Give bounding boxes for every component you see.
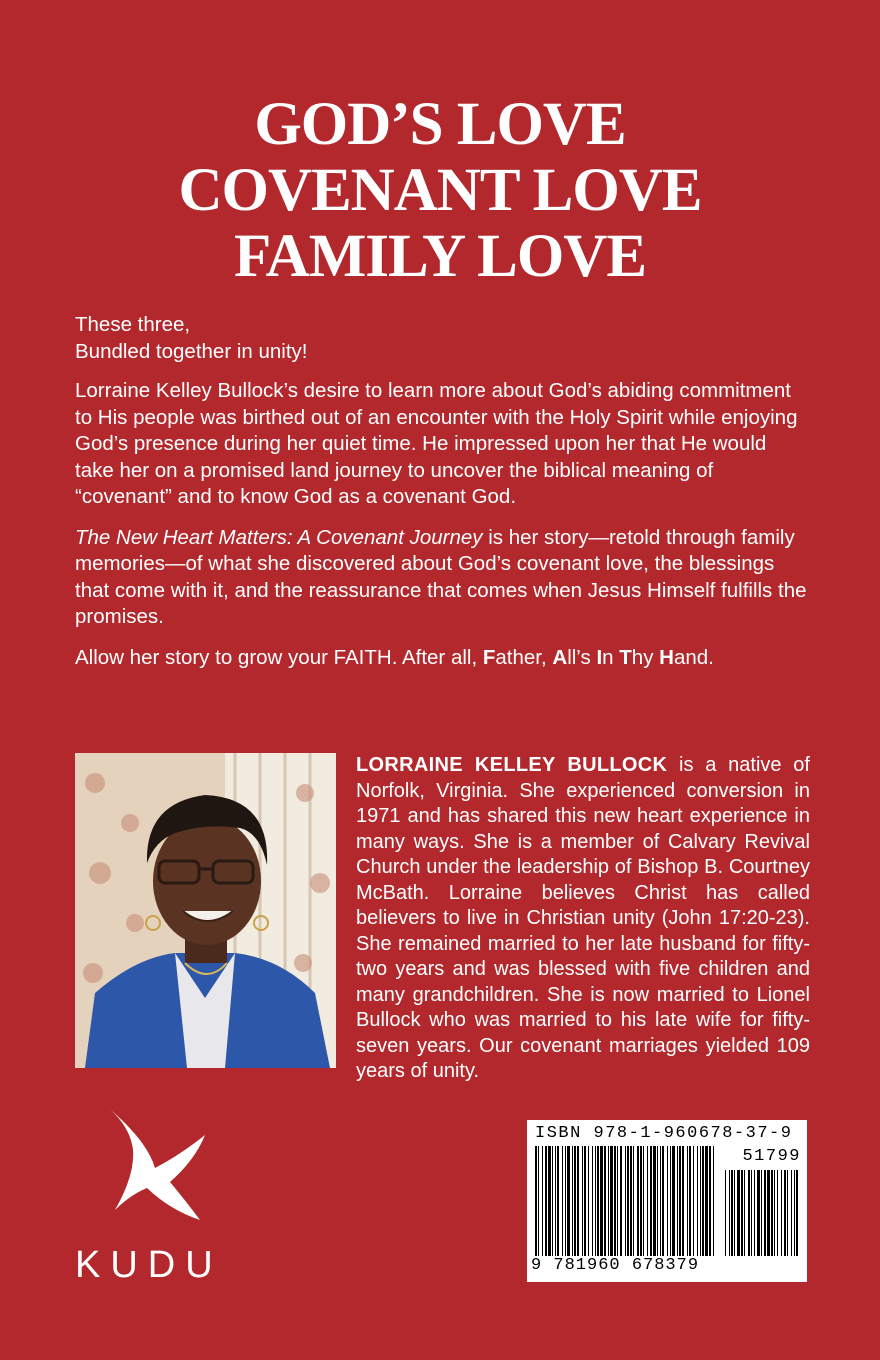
blurb-paragraph-3 — [75, 645, 810, 672]
title-line-1: GOD’S LOVE — [254, 91, 626, 158]
author-bio — [356, 753, 810, 1085]
barcode-digits: 9 781960 678379 — [531, 1256, 700, 1275]
author-name: LORRAINE KELLEY BULLOCK — [356, 754, 668, 776]
blurb — [75, 312, 810, 685]
acronym-t-rest: hy — [631, 645, 660, 669]
acronym-t: T — [619, 645, 632, 669]
title-line-2: COVENANT LOVE — [178, 157, 702, 224]
blurb-paragraph-2 — [75, 525, 810, 631]
faith-prefix: Allow her story to grow your FAITH. After all, — [75, 645, 483, 669]
barcode-bars — [535, 1146, 799, 1256]
publisher-name: KUDU — [75, 1244, 223, 1286]
acronym-h: H — [659, 645, 674, 669]
intro-paragraph — [75, 312, 810, 365]
acronym-i: I — [596, 645, 603, 669]
acronym-f: F — [482, 645, 496, 669]
author-photo — [75, 753, 336, 1068]
acronym-f-rest: ather, — [495, 645, 553, 669]
acronym-a: A — [552, 645, 568, 669]
isbn-label: ISBN 978-1-960678-37-9 — [535, 1124, 793, 1143]
intro-line-1: These three, — [75, 313, 191, 336]
book-title: The New Heart Matters: A Covenant Journey — [75, 525, 483, 549]
acronym-h-rest: and. — [673, 645, 714, 669]
title-line-3: FAMILY LOVE — [233, 223, 647, 290]
blurb-paragraph-2-text: is her story—retold through family memories—of what she discovered about God’s covenant love, the blessings that come with it, and the reassurance that comes when Jesus Himself fulfills the promises. — [75, 525, 807, 628]
acronym-a-rest: ll’s — [567, 645, 597, 669]
author-bio-text: is a native of Norfolk, Virginia. She experienced conversion in 1971 and has shared this new heart experience in many ways. She is a member of Calvary Revival Church under the leadership of Bishop B. Courtney McBath. Lorraine believes Christ has called believers to live in Christian unity (John 17:20-23). She remained married to her late husband for fifty-two years and was blessed with five children and many grandchildren. She is now married to Lionel Bullock who was married to his late wife for fifty-seven years. Our covenant marriages yielded 109 years of unity. — [356, 754, 810, 1082]
intro-line-2: Bundled together in unity! — [75, 339, 308, 363]
isbn-barcode — [527, 1120, 807, 1282]
cover-title — [0, 92, 880, 290]
acronym-i-rest: n — [602, 645, 620, 669]
blurb-paragraph-1: Lorraine Kelley Bullock’s desire to learn more about God’s abiding commitment to His people was birthed out of an encounter with the Holy Spirit while enjoying God’s presence during her quiet time. He impressed upon her that He would take her on a promised land journey to uncover the biblical meaning of “covenant” and to know God as a covenant God. — [75, 379, 798, 508]
price-code: 51799 — [742, 1147, 801, 1166]
